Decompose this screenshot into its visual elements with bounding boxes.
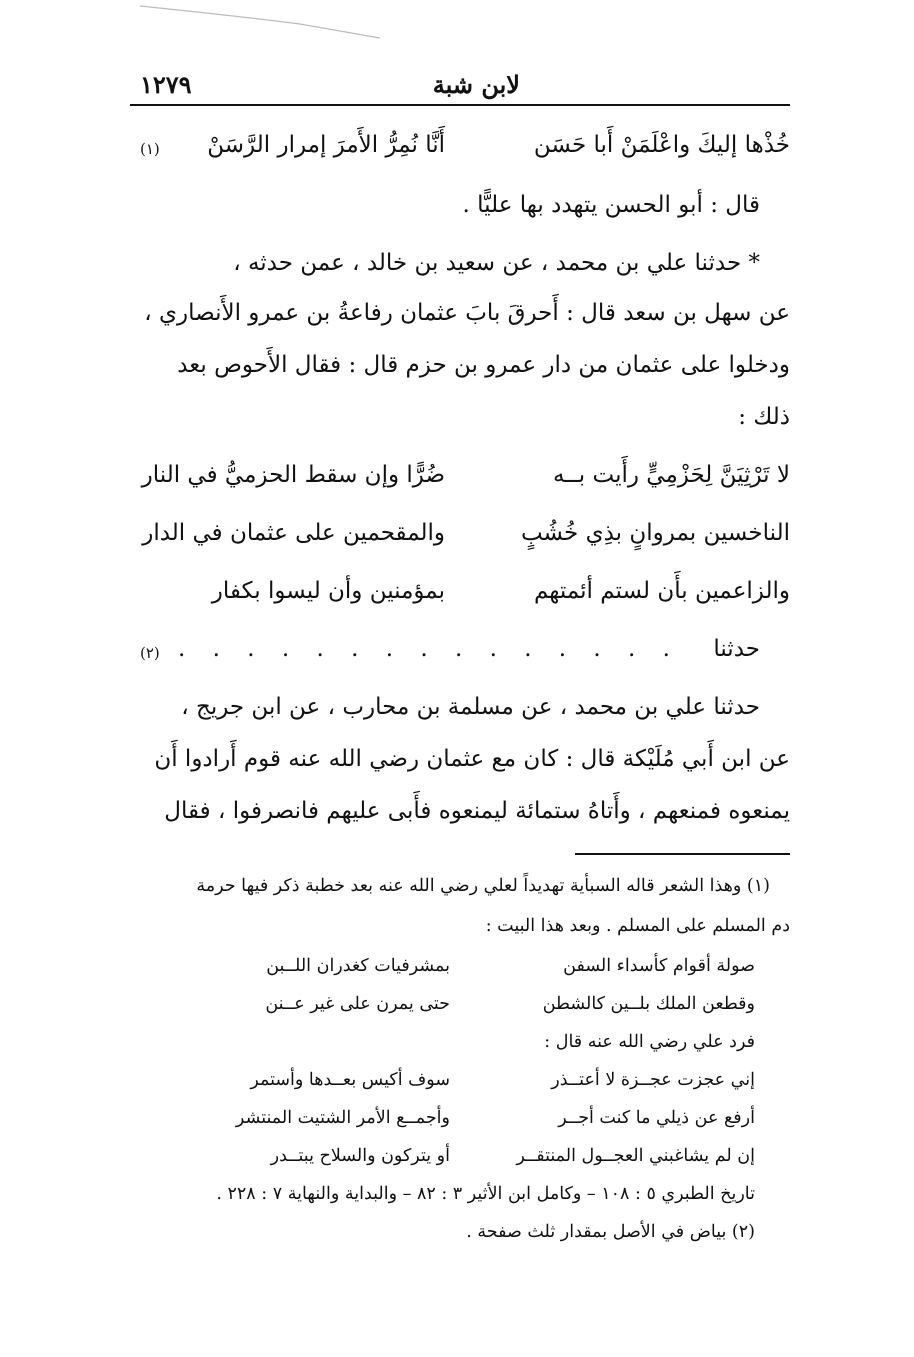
verse-hemistich-first: وقطعن الملك بلــين كالشطن: [542, 994, 755, 1014]
text-line: قال : أبو الحسن يتهدد بها عليًّا .: [462, 192, 760, 218]
footnote-line: فرد علي رضي الله عنه قال :: [544, 1032, 755, 1052]
footnote-marker: (٢): [140, 644, 160, 662]
verse-hemistich-second: سوف أكيس بعــدها وأستمر: [250, 1070, 450, 1090]
verse-hemistich-second: أو يتركون والسلاح يبتــدر: [270, 1146, 450, 1166]
verse-hemistich-second: والمقحمين على عثمان في الدار: [142, 520, 445, 546]
verse-hemistich-first: صولة أقوام كأسداء السفن: [563, 956, 755, 976]
verse-hemistich-second: وأجمــع الأمر الشتيت المنتشر: [235, 1108, 450, 1128]
text-line: ذلك :: [738, 404, 790, 430]
text-line: عن ابن أَبي مُلَيْكة قال : كان مع عثمان رضي الله عنه قوم أَرادوا أَن: [154, 746, 790, 772]
text-line: يمنعوه فمنعهم ، وأَتاهُ ستمائة ليمنعوه فأَبى عليهم فانصرفوا ، فقال: [164, 798, 790, 824]
verse-hemistich-second: بمؤمنين وأن ليسوا بكفار: [211, 578, 445, 604]
verse-hemistich-first: إن لم يشاغبني العجــول المنتقــر: [516, 1146, 755, 1166]
text-line: ودخلوا على عثمان من دار عمرو بن حزم قال : فقال الأَحوص بعد: [177, 352, 790, 378]
running-title: لابن شبة: [432, 70, 520, 99]
verse-hemistich-first: أرفع عن ذيلي ما كنت أجــر: [558, 1108, 755, 1128]
footnote-marker: (١): [140, 140, 160, 158]
footnote-line: دم المسلم على المسلم . وبعد هذا البيت :: [485, 916, 790, 936]
page-number: ١٢٧٩: [140, 70, 192, 99]
lacuna-dots: . . . . . . . . . . . . . . .: [177, 636, 680, 662]
verse-hemistich-second: أَنَّا نُمِرُّ الأَمرَ إمرار الرَّسَنْ: [207, 132, 445, 158]
text-line: حدثنا علي بن محمد ، عن مسلمة بن محارب ، عن ابن جريج ،: [181, 694, 760, 720]
footnote-source: تاريخ الطبري ٥ : ١٠٨ – وكامل ابن الأثير ٣ : ٨٢ – والبداية والنهاية ٧ : ٢٢٨ .: [216, 1184, 755, 1204]
text-line: * حدثنا علي بن محمد ، عن سعيد بن خالد ، عمن حدثه ،: [233, 250, 760, 276]
verse-hemistich-first: والزاعمين بأَن لستم أئمتهم: [534, 578, 790, 604]
verse-hemistich-first: الناخسين بمروانٍ بذِي خُشُبٍ: [520, 520, 790, 546]
header-rule: [130, 104, 790, 106]
verse-hemistich-first: لا تَرْثِيَنَّ لِحَزْمِيٍّ رأَيت بــه: [552, 462, 790, 488]
footnote-rule: [575, 853, 790, 855]
lacuna-word: حدثنا: [713, 636, 760, 662]
verse-hemistich-second: بمشرفيات كغدران اللــبن: [266, 956, 450, 976]
running-header: [130, 70, 790, 100]
verse-hemistich-second: ضُرًّا وإن سقط الحزميُّ في النار: [141, 462, 445, 488]
text-line: عن سهل بن سعد قال : أَحرقَ بابَ عثمان رفاعةُ بن عمرو الأَنصاري ،: [144, 300, 790, 326]
verse-hemistich-second: حتى يمرن على غير عــنن: [265, 994, 450, 1014]
scan-artifact: [140, 2, 380, 42]
verse-hemistich-first: خُذْها إليكَ واعْلَمَنْ أَبا حَسَن: [533, 132, 790, 158]
verse-hemistich-first: إني عجزت عجــزة لا أعتــذر: [551, 1070, 755, 1090]
footnote-line: (١) وهذا الشعر قاله السبأية تهديداً لعلي رضي الله عنه بعد خطبة ذكر فيها حرمة: [196, 876, 770, 896]
footnote-line: (٢) بياض في الأصل بمقدار ثلث صفحة .: [466, 1222, 755, 1242]
